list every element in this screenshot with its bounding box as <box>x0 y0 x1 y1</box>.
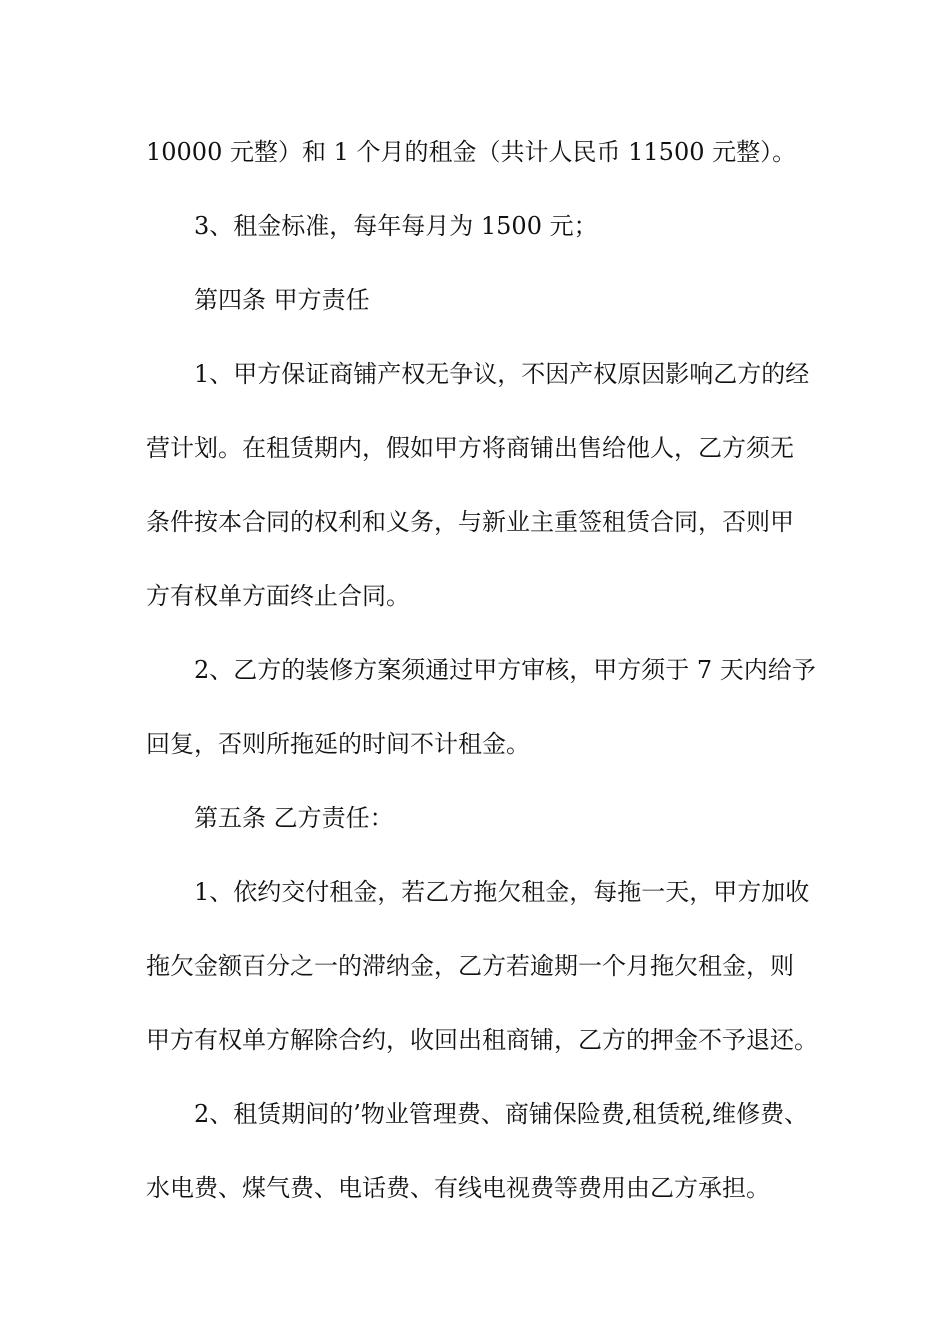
text-line-article-4-item-1b: 营计划。在租赁期内，假如甲方将商铺出售给他人，乙方须无 <box>146 434 794 462</box>
text-line-article-5-item-2b: 水电费、煤气费、电话费、有线电视费等费用由乙方承担。 <box>146 1174 770 1202</box>
text-line-article-4-item-1d: 方有权单方面终止合同。 <box>146 582 410 610</box>
heading-article-5: 第五条 乙方责任： <box>194 804 394 832</box>
text-line-article-4-item-2b: 回复，否则所拖延的时间不计租金。 <box>146 730 530 758</box>
text-line-rent-standard: 3、租金标准，每年每月为 1500 元； <box>194 212 598 240</box>
text-line-article-5-item-2a: 2、租赁期间的’物业管理费、商铺保险费,租赁税,维修费、 <box>194 1100 809 1128</box>
text-line-article-5-item-1a: 1、依约交付租金，若乙方拖欠租金，每拖一天，甲方加收 <box>194 878 810 906</box>
text-line-article-5-item-1c: 甲方有权单方解除合约，收回出租商铺，乙方的押金不予退还。 <box>146 1026 818 1054</box>
text-line-article-4-item-1c: 条件按本合同的权利和义务，与新业主重签租赁合同，否则甲 <box>146 508 794 536</box>
text-line-deposit-total: 10000 元整）和 1 个月的租金（共计人民币 11500 元整）。 <box>146 138 797 166</box>
text-line-article-4-item-2a: 2、乙方的装修方案须通过甲方审核，甲方须于 7 天内给予 <box>194 656 816 684</box>
heading-article-4: 第四条 甲方责任 <box>194 286 370 314</box>
text-line-article-5-item-1b: 拖欠金额百分之一的滞纳金，乙方若逾期一个月拖欠租金，则 <box>146 952 794 980</box>
text-line-article-4-item-1a: 1、甲方保证商铺产权无争议，不因产权原因影响乙方的经 <box>194 360 810 388</box>
